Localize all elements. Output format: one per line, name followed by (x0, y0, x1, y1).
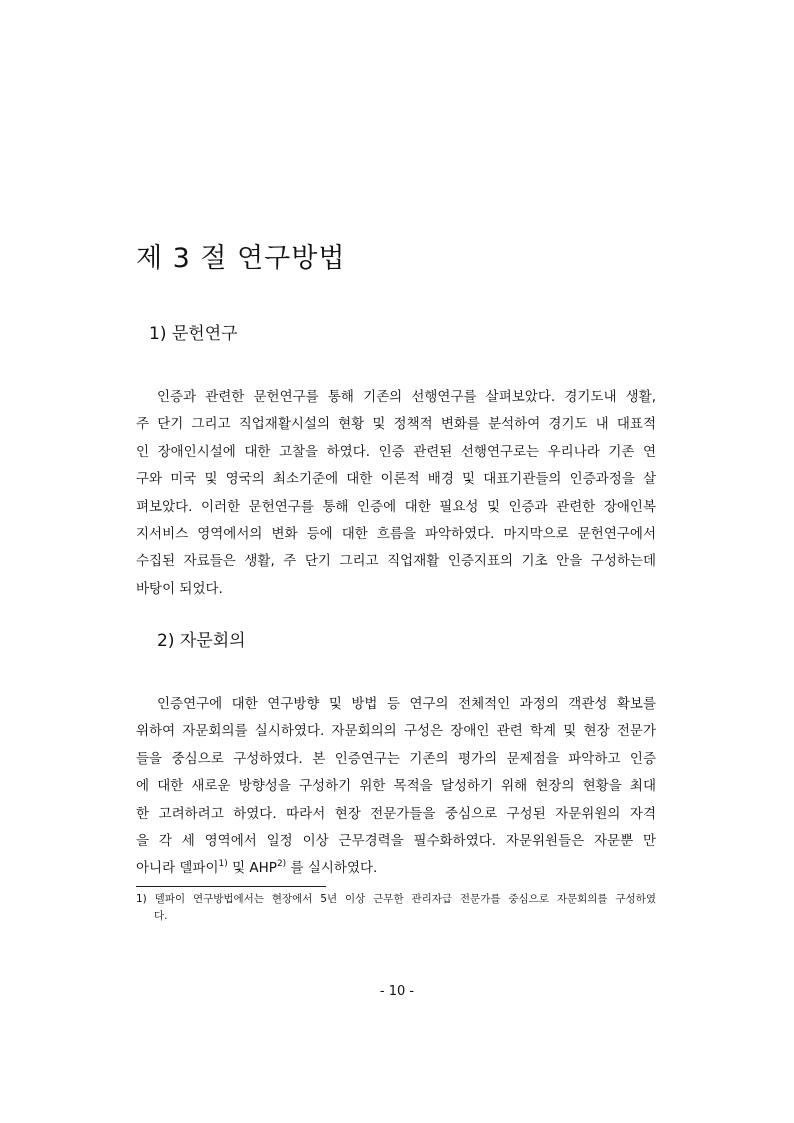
text-line-with-footnote-refs (136, 855, 656, 882)
text-line: 수집된 자료들은 생활, 주 단기 그리고 직업재활 인증지표의 기초 안을 구성하는데 (136, 553, 656, 570)
text-line: 주 단기 그리고 직업재활시설의 현황 및 정책적 변화를 분석하여 경기도 내 대표적 (136, 416, 656, 433)
text-line: 인증과 관련한 문헌연구를 통해 기존의 선행연구를 살펴보았다. 경기도내 생활, (157, 389, 656, 405)
text-line: 들을 중심으로 구성하였다. 본 인증연구는 기존의 평가의 문제점을 파악하고 인증 (136, 750, 656, 767)
subsection-heading-literature: 1) 문헌연구 (149, 324, 238, 344)
footnote-ref-1[interactable]: 1) (218, 859, 228, 870)
text-line: 지서비스 영역에서의 변화 등에 대한 흐름을 파악하였다. 마지막으로 문헌연구에서 (136, 526, 656, 543)
footnote-line: 다. (154, 910, 168, 922)
footnote-line: 1) 델파이 연구방법에서는 현장에서 5년 이상 근무한 관리자급 전문가를 중심으로 자문회의를 구성하였 (136, 893, 656, 905)
footnote (136, 891, 656, 925)
text-fragment: 를 실시하였다. (286, 860, 378, 877)
text-line: 바탕이 되었다. (136, 580, 223, 597)
text-line: 구와 미국 및 영국의 최소기준에 대한 이론적 배경 및 대표기관들의 인증과정을 살 (136, 471, 656, 488)
text-line: 위하여 자문회의를 실시하였다. 자문회의의 구성은 장애인 관련 학계 및 현장 전문가 (136, 723, 656, 740)
footnote-divider (136, 886, 326, 887)
page-number: - 10 - (379, 984, 415, 999)
section-title: 제 3 절 연구방법 (136, 243, 346, 274)
paragraph-advisory-meeting (136, 691, 656, 883)
paragraph-literature-review (136, 384, 656, 603)
text-line: 펴보았다. 이러한 문헌연구를 통해 인증에 대한 필요성 및 인증과 관련한 장애인복 (136, 498, 656, 515)
footnote-ref-2[interactable]: 2) (276, 859, 287, 870)
text-fragment: 아니라 델파이 (136, 860, 219, 877)
text-line: 인증연구에 대한 연구방향 및 방법 등 연구의 전체적인 과정의 객관성 확보를 (157, 696, 656, 712)
text-line: 한 고려하려고 하였다. 따라서 현장 전문가들을 중심으로 구성된 자문위원의 자격 (136, 805, 656, 822)
text-line: 을 각 세 영역에서 일정 이상 근무경력을 필수화하였다. 자문위원들은 자문뿐 만 (136, 833, 656, 850)
text-line: 에 대한 새로운 방향성을 구성하기 위한 목적을 달성하기 위해 현장의 현황을 최대 (136, 778, 656, 795)
text-line: 인 장애인시설에 대한 고찰을 하였다. 인증 관련된 선행연구로는 우리나라 기존 연 (136, 443, 656, 460)
subsection-heading-advisory: 2) 자문회의 (157, 631, 246, 651)
text-fragment: 및 AHP (227, 860, 277, 877)
